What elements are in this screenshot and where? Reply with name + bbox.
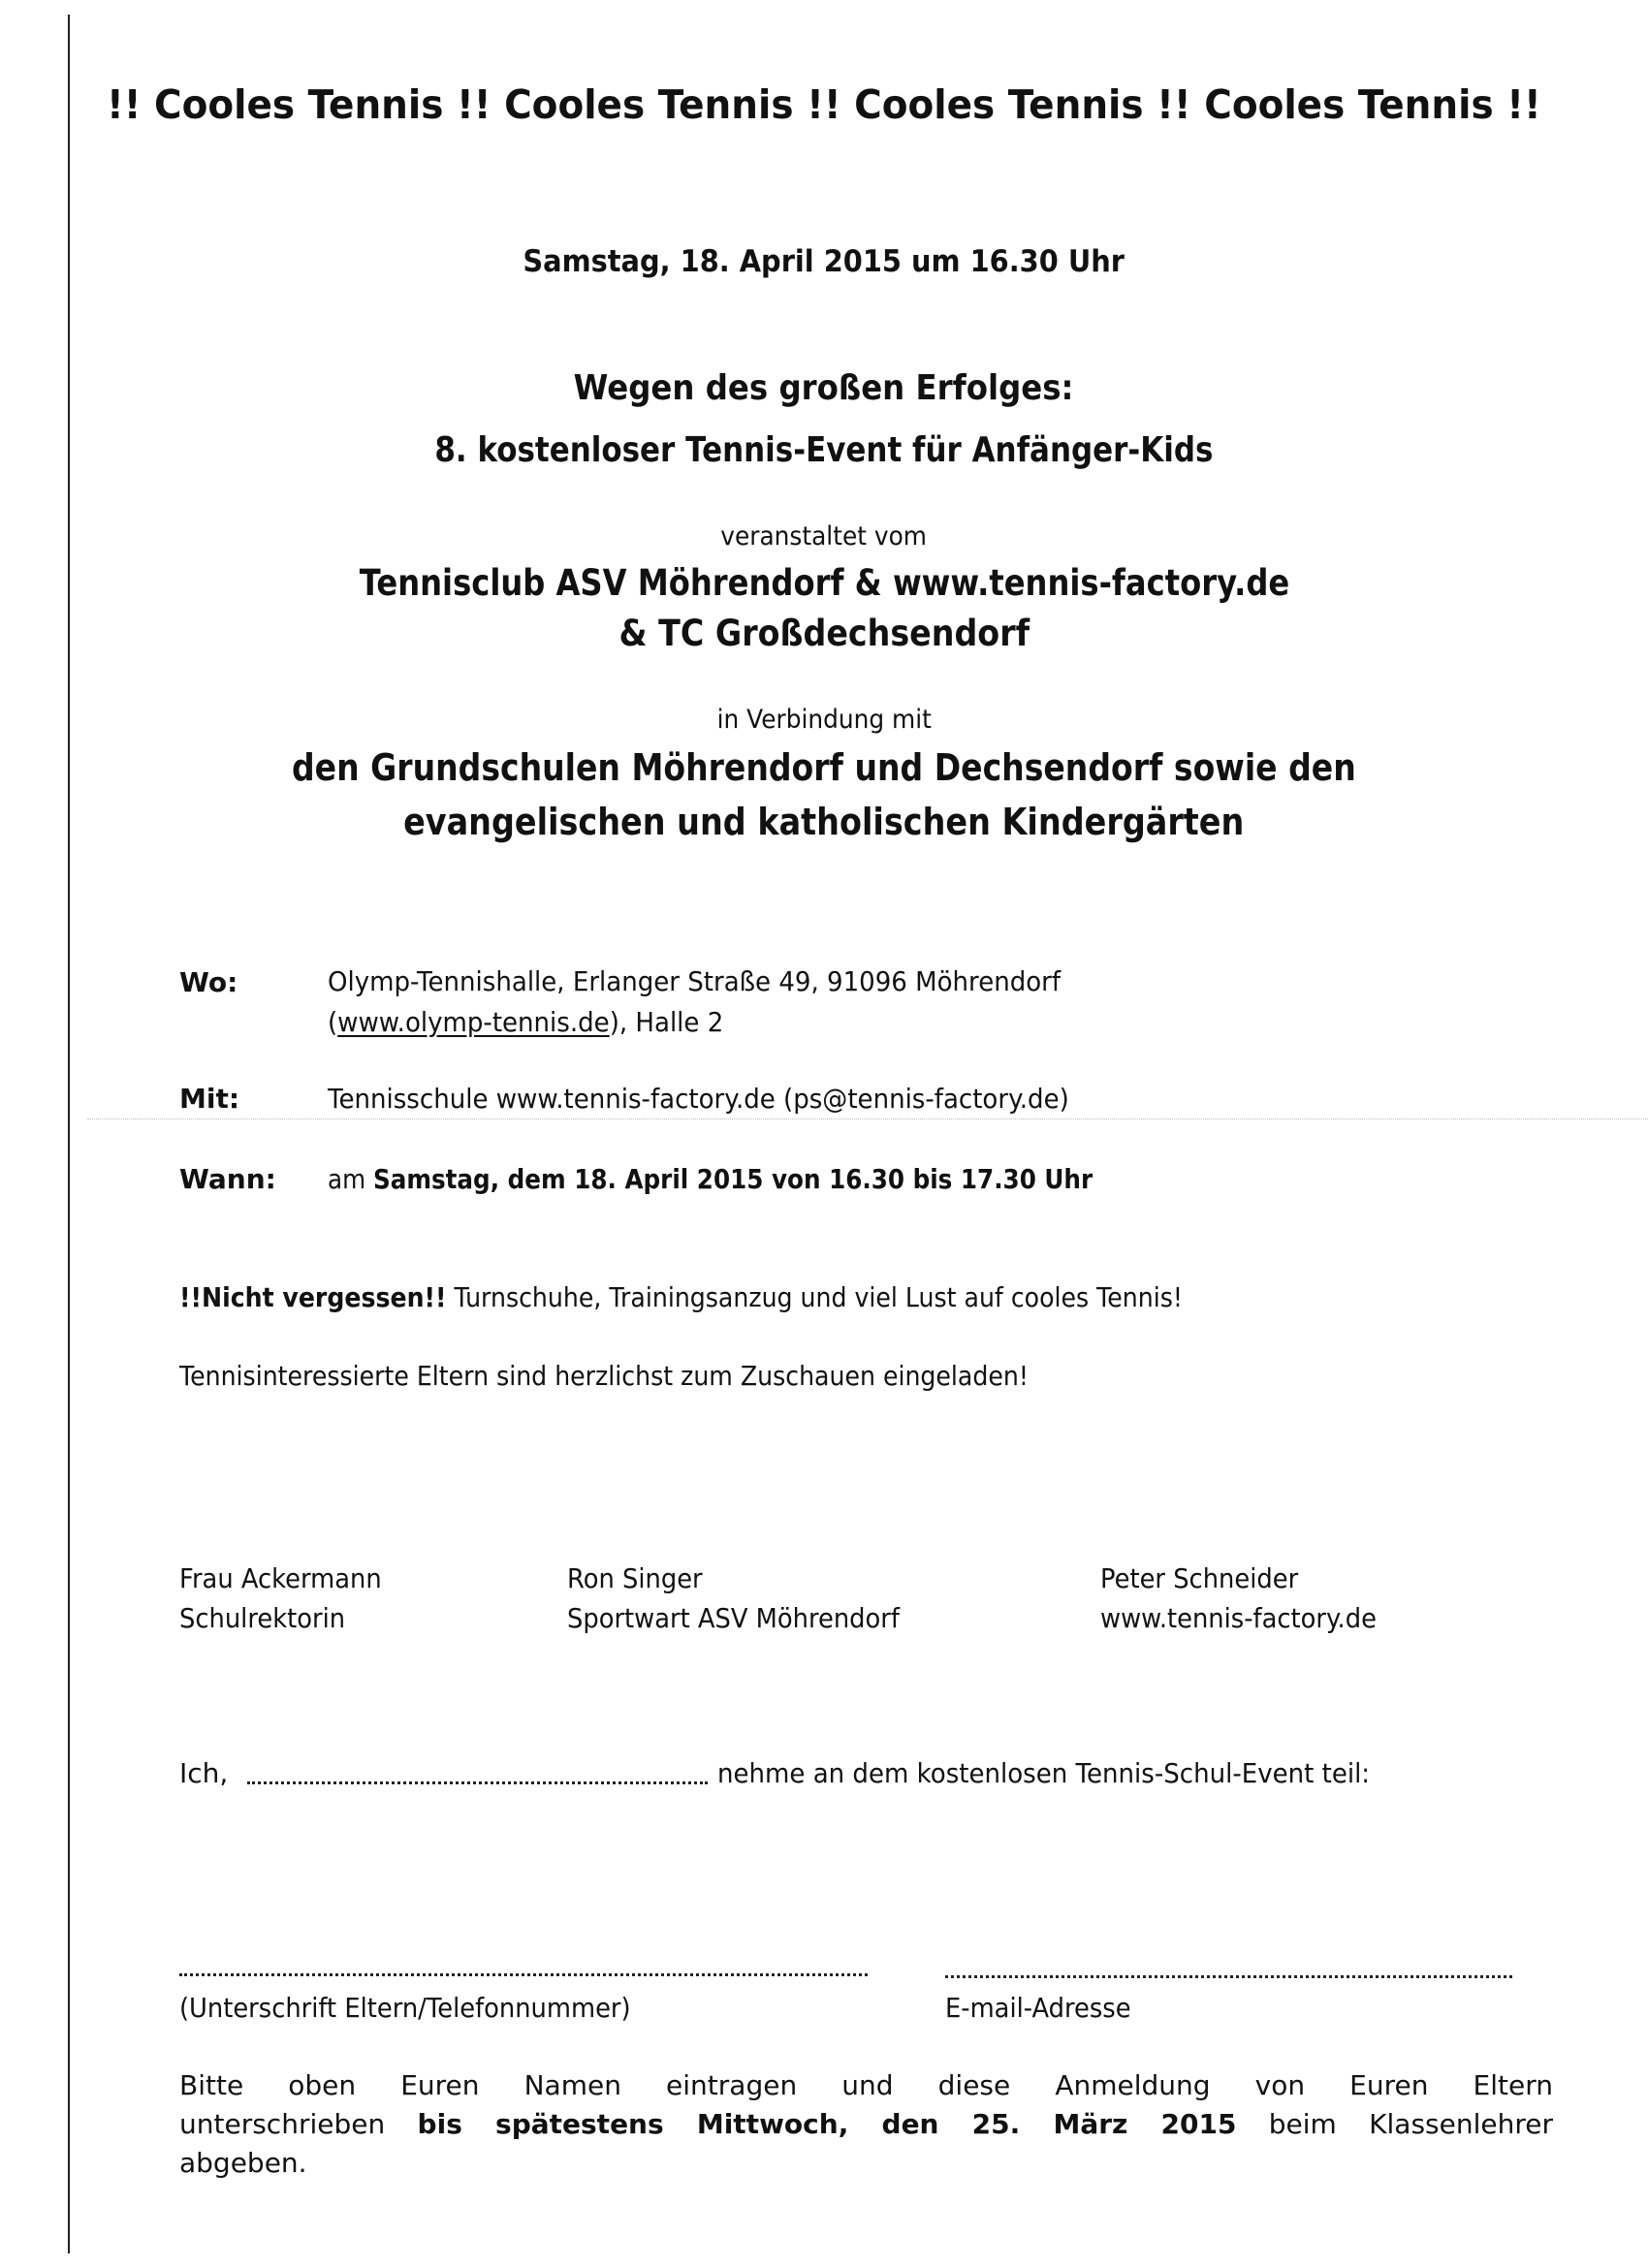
email-field[interactable] <box>945 1975 1512 1981</box>
dotted-line <box>945 1975 1512 1981</box>
signatory-role: Schulrektorin <box>179 1602 346 1634</box>
organizers-line-2: & TC Großdechsendorf <box>618 613 1030 654</box>
organizers-intro: veranstaltet vom <box>720 521 928 551</box>
dotted-line <box>179 1973 868 1979</box>
signatory-name: Ron Singer <box>567 1562 703 1594</box>
instructions-line-2: unterschrieben bis spätestens Mittwoch, den 25. März 2015 beim Klassenlehrer <box>179 2108 1553 2140</box>
headline-text-2: 8. kostenloser Tennis-Event für Anfänger-Kids <box>434 430 1214 470</box>
signatory-name: Peter Schneider <box>1100 1562 1299 1594</box>
signatory-role: www.tennis-factory.de <box>1100 1602 1377 1634</box>
scan-margin-line <box>68 15 70 2253</box>
headline-line-2 <box>0 430 1648 470</box>
when-text: am Samstag, dem 18. April 2015 von 16.30 bis 17.30 Uhr <box>328 1163 1093 1195</box>
with-text: Tennisschule www.tennis-factory.de (ps@tennis-factory.de) <box>328 1083 1069 1115</box>
with-label: Mit: <box>179 1083 240 1115</box>
organizers-line-1: Tennisclub ASV Möhrendorf & www.tennis-factory.de <box>359 562 1289 604</box>
email-label: E-mail-Adresse <box>945 1992 1131 2024</box>
signatory-2 <box>567 1559 929 1638</box>
where-label: Wo: <box>179 966 238 998</box>
date-text: Samstag, 18. April 2015 um 16.30 Uhr <box>523 244 1125 279</box>
headline-text-1: Wegen des großen Erfolges: <box>574 368 1074 408</box>
scan-artifact-line <box>87 1118 1648 1119</box>
date-line <box>0 244 1648 279</box>
signatory-3 <box>1100 1559 1401 1638</box>
reminder-line: !!Nicht vergessen!! Turnschuhe, Trainingsanzug und viel Lust auf cooles Tennis! <box>179 1281 1183 1313</box>
signature-field[interactable] <box>179 1973 868 1979</box>
instructions-line-1: Bitte oben Euren Namen eintragen und diese Anmeldung von Euren Eltern <box>179 2069 1553 2101</box>
where-line-2: (www.olymp-tennis.de), Halle 2 <box>328 1006 724 1038</box>
signatory-role: Sportwart ASV Möhrendorf <box>567 1602 900 1634</box>
reminder-bold: !!Nicht vergessen!! <box>179 1281 447 1313</box>
partners-line-2: evangelischen und katholischen Kindergärten <box>403 801 1245 843</box>
banner-title <box>0 81 1648 128</box>
invitation-line: Tennisinteressierte Eltern sind herzlichst zum Zuschauen eingeladen! <box>179 1360 1029 1392</box>
signatory-name: Frau Ackermann <box>179 1562 382 1594</box>
partners-intro: in Verbindung mit <box>716 705 932 735</box>
deadline-bold: bis spätestens Mittwoch, den 25. März 2015 <box>417 2108 1237 2140</box>
banner-text: !! Cooles Tennis !! Cooles Tennis !! Cooles Tennis !! Cooles Tennis !! <box>107 81 1541 128</box>
olymp-tennis-link[interactable]: www.olymp-tennis.de <box>337 1006 610 1038</box>
registration-prefix: Ich, <box>179 1757 229 1789</box>
name-fill-in-field[interactable] <box>247 1781 708 1787</box>
when-label: Wann: <box>179 1163 276 1195</box>
where-address: Olymp-Tennishalle, Erlanger Straße 49, 91096 Möhrendorf <box>328 965 1062 997</box>
signatory-1 <box>179 1559 399 1638</box>
dotted-line <box>247 1781 708 1787</box>
signature-label: (Unterschrift Eltern/Telefonnummer) <box>179 1992 631 2024</box>
registration-suffix: nehme an dem kostenlosen Tennis-Schul-Event teil: <box>717 1757 1371 1789</box>
partners-line-1: den Grundschulen Möhrendorf und Dechsendorf sowie den <box>292 746 1356 789</box>
instructions-line-3: abgeben. <box>179 2147 307 2179</box>
headline-line-1 <box>0 368 1648 408</box>
